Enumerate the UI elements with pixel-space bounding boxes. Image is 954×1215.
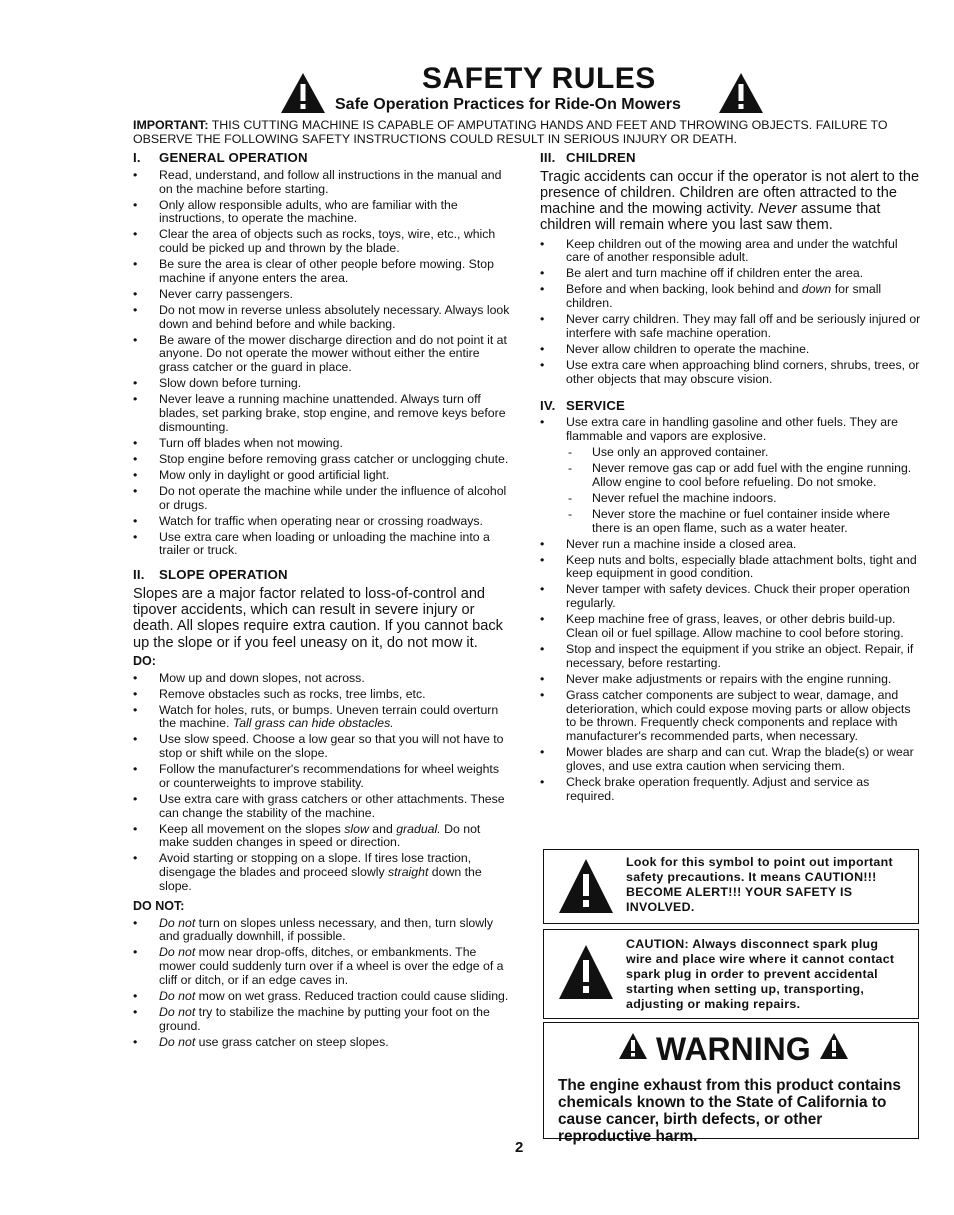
list-item: • Never make adjustments or repairs with the engine running. (540, 673, 921, 687)
list-item: - Never remove gas cap or add fuel with the engine running. Allow engine to cool before refueling. Do not smoke. (540, 462, 921, 490)
list-item: • Clear the area of objects such as rocks, toys, wire, etc., which could be picked up and thrown by the blade. (133, 228, 510, 256)
list-item: • Do not turn on slopes unless necessary, and then, turn slowly and gradually downhill, if possible. (133, 917, 510, 945)
list-item: • Never allow children to operate the machine. (540, 343, 921, 357)
important-text: THIS CUTTING MACHINE IS CAPABLE OF AMPUTATING HANDS AND FEET AND THROWING OBJECTS. FAILURE TO OBSERVE THE FOLLOWING SAFETY INSTRUCTIONS COULD RESULT IN SERIOUS INJURY OR DEATH. (133, 118, 888, 146)
list-item: - Never refuel the machine indoors. (540, 492, 921, 506)
section-title: SERVICE (566, 397, 626, 413)
left-column (133, 151, 510, 1052)
page-number: 2 (515, 1139, 524, 1156)
section-general-heading (133, 151, 510, 165)
section-children-heading (540, 151, 921, 165)
section-number: I. (133, 150, 141, 165)
list-item: • Check brake operation frequently. Adjust and service as required. (540, 776, 921, 804)
section-slope-heading (133, 568, 510, 582)
warning-text: The engine exhaust from this product contains chemicals known to the State of California to cause cancer, birth defects, or other reproductive harm. (558, 1077, 901, 1145)
list-item: • Use extra care in handling gasoline and other fuels. They are flammable and vapors are explosive. (540, 416, 921, 444)
list-item: • Do not mow near drop-offs, ditches, or embankments. The mower could suddenly turn over if a wheel is over the edge of a cliff or ditch, or if an edge caves in. (133, 946, 510, 987)
service-list (540, 416, 921, 444)
children-intro: Tragic accidents can occur if the operator is not alert to the presence of children. Children are often attracted to the machine and the mowing activity. Never assume that children will remain where you last saw them. (540, 168, 920, 234)
section-title: CHILDREN (566, 150, 636, 165)
list-item: - Use only an approved container. (540, 446, 921, 460)
list-item: • Use extra care with grass catchers or other attachments. These can change the stability of the machine. (133, 793, 510, 821)
list-item: • Be sure the area is clear of other people before mowing. Stop machine if anyone enters the area. (133, 258, 510, 286)
list-item: • Do not operate the machine while under the influence of alcohol or drugs. (133, 485, 510, 513)
caution-text: CAUTION: Always disconnect spark plug wire and place wire where it cannot contact spark plug in order to prevent accidental starting when setting up, transporting, adjusting or making repairs. (626, 937, 895, 1011)
service-fuel-sublist (540, 446, 921, 535)
list-item: • Keep all movement on the slopes slow and gradual. Do not make sudden changes in speed or direction. (133, 823, 510, 851)
list-item: • Mow only in daylight or good artificial light. (133, 469, 510, 483)
list-item: • Do not mow in reverse unless absolutely necessary. Always look down and behind before and while backing. (133, 304, 510, 332)
do-list (133, 672, 510, 894)
do-not-list (133, 917, 510, 1050)
list-item: • Remove obstacles such as rocks, tree limbs, etc. (133, 688, 510, 702)
list-item: • Follow the manufacturer's recommendations for wheel weights or counterweights to improve stability. (133, 763, 510, 791)
list-item: • Read, understand, and follow all instructions in the manual and on the machine before starting. (133, 169, 510, 197)
section-number: III. (540, 150, 556, 165)
warning-icon-left (618, 1031, 648, 1068)
warning-title: WARNING (656, 1031, 811, 1067)
important-notice (133, 118, 923, 146)
list-item: • Mower blades are sharp and can cut. Wrap the blade(s) or wear gloves, and use extra caution when servicing them. (540, 746, 921, 774)
list-item: • Be aware of the mower discharge direction and do not point it at anyone. Do not operate the mower without either the entire grass catcher or the guard in place. (133, 334, 510, 375)
list-item: • Use extra care when approaching blind corners, shrubs, trees, or other objects that may obscure vision. (540, 359, 921, 387)
list-item: • Turn off blades when not mowing. (133, 437, 510, 451)
section-title: GENERAL OPERATION (159, 150, 308, 165)
list-item: • Be alert and turn machine off if children enter the area. (540, 267, 921, 281)
section-title: SLOPE OPERATION (159, 567, 288, 583)
page-subtitle: Safe Operation Practices for Ride-On Mowers (335, 96, 681, 113)
section-service-heading (540, 399, 921, 413)
important-label: IMPORTANT: (133, 118, 209, 132)
list-item: • Do not mow on wet grass. Reduced traction could cause sliding. (133, 990, 510, 1004)
slope-intro: Slopes are a major factor related to loss-of-control and tipover accidents, which can result in severe injury or death. All slopes require extra caution. If you cannot back up the slope or if you feel uneasy on it, do not mow it. (133, 585, 503, 651)
list-item: • Avoid starting or stopping on a slope. If tires lose traction, disengage the blades and proceed slowly straight down the slope. (133, 852, 510, 893)
do-not-heading: DO NOT: (133, 898, 185, 913)
safety-alert-icon (558, 944, 614, 1000)
warning-heading (618, 1031, 849, 1068)
list-item: • Do not try to stabilize the machine by putting your foot on the ground. (133, 1006, 510, 1034)
safety-symbol-text: Look for this symbol to point out important safety precautions. It means CAUTION!!! BECOME ALERT!!! YOUR SAFETY IS INVOLVED. (626, 855, 893, 914)
warning-icon-right (819, 1031, 849, 1068)
list-item: • Never run a machine inside a closed area. (540, 538, 921, 552)
general-list (133, 169, 510, 558)
safety-alert-icon-right (718, 72, 764, 114)
list-item: • Never tamper with safety devices. Chuck their proper operation regularly. (540, 583, 921, 611)
list-item: • Use extra care when loading or unloading the machine into a trailer or truck. (133, 531, 510, 559)
list-item: • Only allow responsible adults, who are familiar with the instructions, to operate the machine. (133, 199, 510, 227)
section-number: II. (133, 567, 145, 583)
list-item: - Never store the machine or fuel container inside where there is an open flame, such as a water heater. (540, 508, 921, 536)
list-item: • Keep machine free of grass, leaves, or other debris build-up. Clean oil or fuel spillage. Allow machine to cool before storing. (540, 613, 921, 641)
list-item: • Grass catcher components are subject to wear, damage, and deterioration, which could expose moving parts or allow objects to be thrown. Frequently check components and replace with manufacturer's recommended parts, when necessary. (540, 689, 921, 744)
safety-symbol-box (543, 849, 919, 924)
list-item: • Before and when backing, look behind and down for small children. (540, 283, 921, 311)
list-item: • Do not use grass catcher on steep slopes. (133, 1036, 510, 1050)
list-item: • Stop and inspect the equipment if you strike an object. Repair, if necessary, before restarting. (540, 643, 921, 671)
page-title: SAFETY RULES (422, 62, 656, 95)
list-item: • Keep nuts and bolts, especially blade attachment bolts, tight and keep equipment in good condition. (540, 554, 921, 582)
safety-alert-icon-left (280, 72, 326, 114)
list-item: • Slow down before turning. (133, 377, 510, 391)
do-heading: DO: (133, 653, 156, 668)
list-item: • Use slow speed. Choose a low gear so that you will not have to stop or shift while on the slope. (133, 733, 510, 761)
list-item: • Stop engine before removing grass catcher or unclogging chute. (133, 453, 510, 467)
caution-box (543, 929, 919, 1019)
service-list-continued (540, 538, 921, 804)
warning-box (543, 1022, 919, 1145)
list-item: • Watch for traffic when operating near or crossing roadways. (133, 515, 510, 529)
list-item: • Mow up and down slopes, not across. (133, 672, 510, 686)
children-list (540, 238, 921, 387)
safety-alert-icon (558, 858, 614, 914)
list-item: • Watch for holes, ruts, or bumps. Uneven terrain could overturn the machine. Tall grass can hide obstacles. (133, 704, 510, 732)
list-item: • Never leave a running machine unattended. Always turn off blades, set parking brake, stop engine, and remove keys before dismounting. (133, 393, 510, 434)
list-item: • Never carry children. They may fall off and be seriously injured or interfere with safe machine operation. (540, 313, 921, 341)
list-item: • Keep children out of the mowing area and under the watchful care of another responsible adult. (540, 238, 921, 266)
list-item: • Never carry passengers. (133, 288, 510, 302)
section-number: IV. (540, 397, 556, 413)
right-column (540, 151, 921, 806)
